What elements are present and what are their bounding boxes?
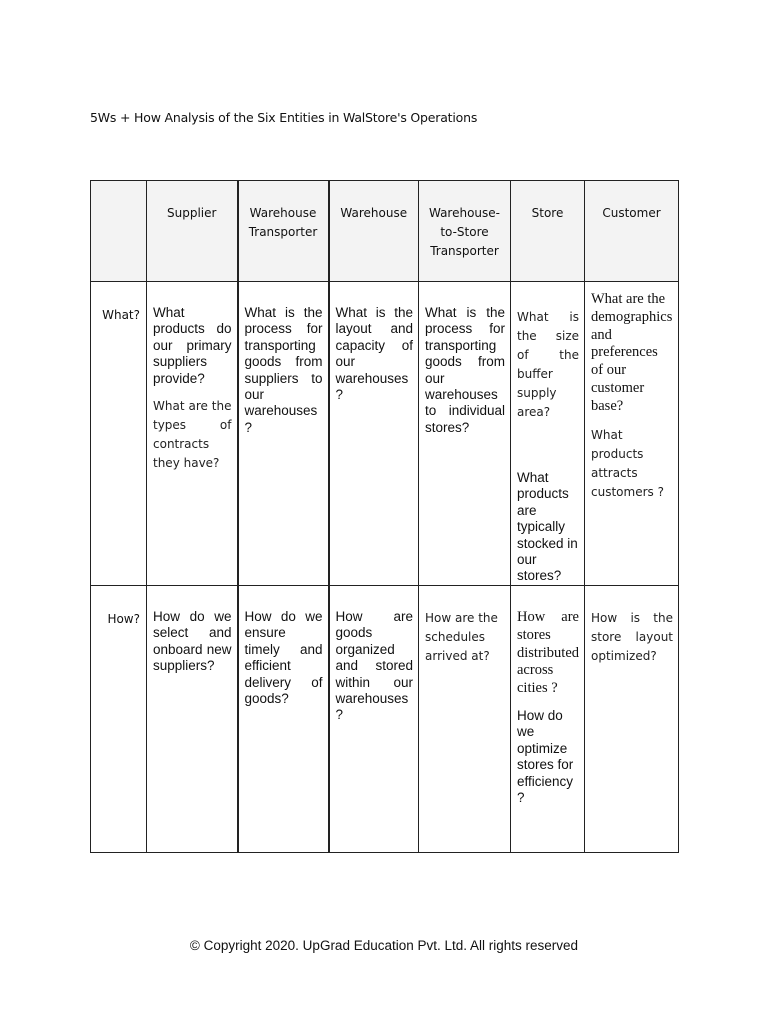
document-title: 5Ws + How Analysis of the Six Entities in WalStore's Operations bbox=[90, 110, 478, 125]
how-w2s-transporter-cell: How are the schedules arrived at? bbox=[419, 586, 511, 853]
header-row bbox=[91, 181, 679, 282]
how-row bbox=[91, 586, 679, 853]
header-customer: Customer bbox=[585, 181, 679, 282]
what-row bbox=[91, 282, 679, 586]
what-store-q1: What is the size of the buffer supply area? bbox=[517, 310, 579, 419]
what-customer-q1: What are the demographics and preferences of our customer base? bbox=[591, 291, 673, 414]
corner-cell bbox=[91, 181, 147, 282]
header-warehouse-transporter: Warehouse Transporter bbox=[238, 181, 329, 282]
row-label-how: How? bbox=[91, 586, 147, 853]
row-label-what: What? bbox=[91, 282, 147, 586]
what-supplier-q1: What products do our primary suppliers provide? bbox=[153, 305, 232, 386]
what-w2s-transporter-cell: What is the process for transporting goods from our warehouses to individual stores? bbox=[419, 282, 511, 586]
analysis-table bbox=[90, 180, 679, 853]
what-warehouse-transporter-cell: What is the process for transporting goods from suppliers to our warehouses ? bbox=[238, 282, 329, 586]
what-store-q2: What products are typically stocked in our stores? bbox=[517, 470, 578, 584]
how-warehouse-cell: How are goods organized and stored within our warehouses ? bbox=[329, 586, 419, 853]
how-warehouse-transporter-cell: How do we ensure timely and efficient delivery of goods? bbox=[238, 586, 329, 853]
how-store-q2: How do we optimize stores for efficiency ? bbox=[517, 707, 574, 806]
how-supplier-cell: How do we select and onboard new suppliers? bbox=[147, 586, 238, 853]
what-customer-q2: What products attracts customers ? bbox=[591, 427, 664, 499]
copyright-footer: © Copyright 2020. UpGrad Education Pvt. Ltd. All rights reserved bbox=[189, 938, 579, 953]
how-store-q1: How are stores distributed across cities ? bbox=[517, 609, 580, 697]
what-supplier-q2: What are the types of contracts they have? bbox=[153, 399, 232, 471]
what-customer-cell bbox=[585, 282, 679, 586]
header-warehouse-to-store-transporter: Warehouse- to-Store Transporter bbox=[419, 181, 511, 282]
header-store: Store bbox=[511, 181, 585, 282]
header-warehouse: Warehouse bbox=[329, 181, 419, 282]
header-supplier: Supplier bbox=[147, 181, 238, 282]
how-store-cell bbox=[511, 586, 585, 853]
what-supplier-cell bbox=[147, 282, 238, 586]
what-warehouse-cell: What is the layout and capacity of our warehouses ? bbox=[329, 282, 419, 586]
how-customer-cell: How is the store layout optimized? bbox=[585, 586, 679, 853]
what-store-cell bbox=[511, 282, 585, 586]
